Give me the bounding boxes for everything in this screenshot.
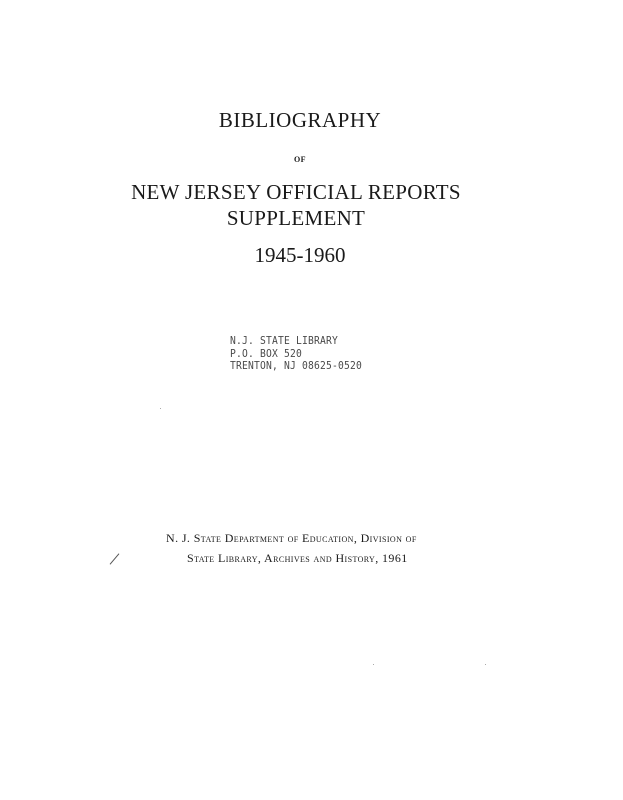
pencil-mark [110,553,120,564]
imprint-line-2: State Library, Archives and History, 1961 [187,551,408,565]
library-stamp [230,335,362,373]
scan-speck [485,664,486,665]
stamp-line-box: P.O. BOX 520 [230,347,303,360]
scan-speck [373,664,374,665]
imprint-line-1: N. J. State Department of Education, Division of [166,531,417,545]
title-connector: OF [293,155,307,164]
date-range: 1945-1960 [254,243,346,267]
scan-speck [160,408,161,409]
subtitle-line-2: SUPPLEMENT [226,206,366,230]
stamp-line-city: TRENTON, NJ 08625-0520 [230,360,363,372]
stamp-line-library: N.J. STATE LIBRARY [230,335,338,347]
document-title: BIBLIOGRAPHY [218,108,382,132]
subtitle-line-1: NEW JERSEY OFFICIAL REPORTS [131,180,461,204]
